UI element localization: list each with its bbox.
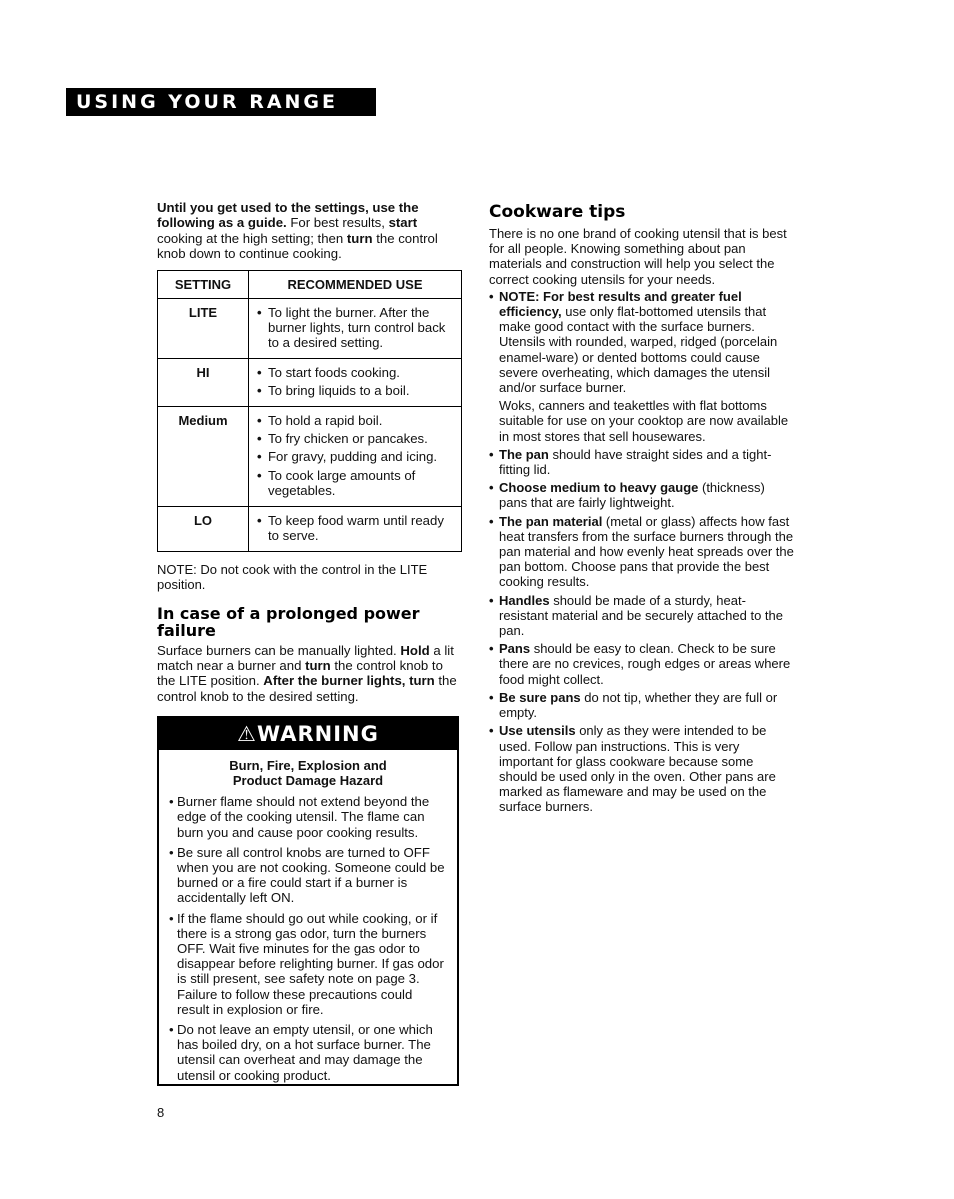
header-recommended-use: RECOMMENDED USE (249, 270, 462, 298)
item-bold: Be sure pans (499, 689, 581, 705)
warning-text: Do not leave an empty utensil, or one which has boiled dry, on a hot surface burner. The utensil can overheat and may damage the utensil or cooking product. (177, 1021, 433, 1083)
list-item (489, 690, 795, 720)
warning-title (169, 758, 447, 788)
use-item (257, 431, 455, 446)
warning-item (169, 911, 447, 1017)
power-failure-heading: In case of a prolonged power failure (157, 603, 420, 640)
warning-box (157, 716, 459, 1086)
woks-paragraph: Woks, canners and teakettles with flat bottoms suitable for use on your cooktop are now available in most stores that sell housewares. (499, 398, 789, 444)
use-cell (249, 406, 462, 506)
table-row (158, 298, 462, 358)
power-failure-paragraph (157, 643, 459, 705)
bullet-icon: • (489, 689, 494, 705)
setting-hi: HI (158, 358, 249, 406)
item-text: only as they were intended to be used. Follow pan instructions. This is very important for glass cookware because some should be used only in the oven. Other pans are marked as flameware and may be used on the surface burners. (499, 723, 776, 815)
power-text-2: a lit match near a burner and (157, 642, 454, 673)
header-setting: SETTING (158, 270, 249, 298)
power-bold-2: turn (305, 657, 331, 673)
setting-lite: LITE (158, 298, 249, 358)
use-text: To cook large amounts of vegetables. (268, 467, 416, 499)
left-column (157, 200, 459, 1086)
use-text: To keep food warm until ready to serve. (268, 512, 444, 544)
use-text: To light the burner. After the burner lights, turn control back to a desired setting. (268, 304, 446, 351)
cookware-note-item (489, 289, 795, 395)
item-bold: The pan material (499, 513, 603, 529)
settings-table (157, 270, 462, 552)
item-bold: Use utensils (499, 723, 576, 739)
warning-text: If the flame should go out while cooking, or if there is a strong gas odor, turn the burners OFF. Wait five minutes for the gas odor to disappear before relighting burner. If gas odor is still present, see safety note on page 3. Failure to follow these precautions could result in explosion or fire. (177, 910, 444, 1017)
list-item (489, 593, 795, 639)
bullet-icon: • (489, 592, 494, 608)
table-header-row (158, 270, 462, 298)
use-text: To hold a rapid boil. (268, 412, 383, 428)
list-item (489, 514, 795, 590)
bullet-icon: • (169, 794, 174, 810)
bullet-icon: • (169, 1021, 174, 1037)
cookware-intro: There is no one brand of cooking utensil that is best for all people. Knowing something about pan materials and construction will help you select the correct cooking utensils for your needs. (489, 226, 787, 287)
bullet-icon: • (257, 412, 262, 428)
table-row (158, 506, 462, 551)
warning-title-line-1: Burn, Fire, Explosion and (229, 758, 387, 774)
item-text: do not tip, whether they are full or empty. (499, 689, 778, 721)
bullet-icon: • (489, 641, 494, 657)
bullet-icon: • (489, 288, 494, 304)
intro-bold-3: turn (346, 230, 373, 246)
use-item (257, 305, 455, 351)
note-bold: NOTE: For best results and greater fuel efficiency, (499, 288, 742, 320)
item-text: should have straight sides and a tight-fitting lid. (499, 446, 772, 478)
use-cell (249, 506, 462, 551)
use-item (257, 383, 455, 398)
power-text-1: Surface burners can be manually lighted. (157, 642, 401, 658)
cookware-heading: Cookware tips (489, 202, 626, 222)
use-cell (249, 358, 462, 406)
use-item (257, 468, 455, 499)
use-text: To fry chicken or pancakes. (268, 431, 428, 447)
right-column (489, 200, 795, 818)
bullet-icon: • (489, 723, 494, 739)
section-banner: USING YOUR RANGE (66, 88, 376, 116)
warning-title-line-2: Product Damage Hazard (232, 773, 384, 789)
table-row (158, 358, 462, 406)
list-item (489, 480, 795, 510)
warning-text: Be sure all control knobs are turned to OFF when you are not cooking. Someone could be burned or a fire could start if a burner is accidentally left ON. (177, 844, 445, 906)
bullet-icon: • (257, 383, 262, 399)
bullet-icon: • (489, 513, 494, 529)
bullet-icon: • (257, 512, 262, 528)
use-item (257, 449, 455, 464)
use-text: To bring liquids to a boil. (268, 383, 410, 399)
bullet-icon: • (169, 910, 174, 926)
warning-item (169, 1022, 447, 1083)
list-item (489, 447, 795, 477)
item-text: (thickness) pans that are fairly lightweight. (499, 480, 765, 511)
bullet-icon: • (489, 480, 494, 496)
bullet-icon: • (257, 364, 262, 380)
use-item (257, 413, 455, 428)
page-number: 8 (157, 1105, 165, 1120)
intro-bold-2: start (388, 215, 418, 231)
item-bold: The pan (499, 446, 549, 462)
power-text-3: the control knob to the LITE position. (157, 657, 443, 689)
intro-paragraph (157, 200, 459, 262)
warning-item (169, 794, 447, 840)
item-text: should be easy to clean. Check to be sure there are no crevices, rough edges or areas where food might collect. (499, 641, 791, 687)
intro-text-2: cooking at the high setting; then (157, 230, 347, 246)
item-bold: Pans (499, 641, 531, 657)
bullet-icon: • (257, 467, 262, 483)
power-bold-3: After the burner lights, turn (263, 673, 435, 689)
use-item (257, 513, 455, 544)
intro-text-3: the control knob down to continue cooking. (157, 230, 438, 262)
intro-bold-1: Until you get used to the settings, use the following as a guide. (157, 200, 419, 231)
power-bold-1: Hold (400, 642, 430, 658)
setting-medium: Medium (158, 406, 249, 506)
note-text: use only flat-bottomed utensils that make good contact with the surface burners. Utensils with rounded, warped, ridged (porcelain enamel-ware) or dented bottoms could cause severe overheating, which damages the utensil and/or surface burner. (499, 304, 778, 396)
bullet-icon: • (257, 431, 262, 447)
setting-lo: LO (158, 506, 249, 551)
item-text: should be made of a sturdy, heat-resistant material and be securely attached to the pan. (499, 592, 783, 639)
use-text: To start foods cooking. (268, 364, 400, 380)
use-text: For gravy, pudding and icing. (268, 449, 438, 465)
item-bold: Handles (499, 592, 550, 608)
bullet-icon: • (257, 304, 262, 320)
list-item (489, 641, 795, 687)
use-cell (249, 298, 462, 358)
use-item (257, 365, 455, 380)
table-row (158, 406, 462, 506)
warning-text: Burner flame should not extend beyond the edge of the cooking utensil. The flame can burn you and cause poor cooking results. (177, 794, 430, 840)
bullet-icon: • (169, 844, 174, 860)
item-text: (metal or glass) affects how fast heat transfers from the surface burners through the pan material and how evenly heat spreads over the pan bottom. Choose pans that provide the best cooking results. (499, 513, 794, 590)
warning-header: ⚠WARNING (159, 718, 457, 750)
item-bold: Choose medium to heavy gauge (499, 480, 699, 496)
bullet-icon: • (257, 449, 262, 465)
bullet-icon: • (489, 446, 494, 462)
list-item (489, 723, 795, 814)
intro-text-1: For best results, (286, 215, 389, 231)
warning-item (169, 845, 447, 906)
lite-note: NOTE: Do not cook with the control in the LITE position. (157, 561, 428, 592)
power-text-4: the control knob to the desired setting. (157, 673, 457, 704)
